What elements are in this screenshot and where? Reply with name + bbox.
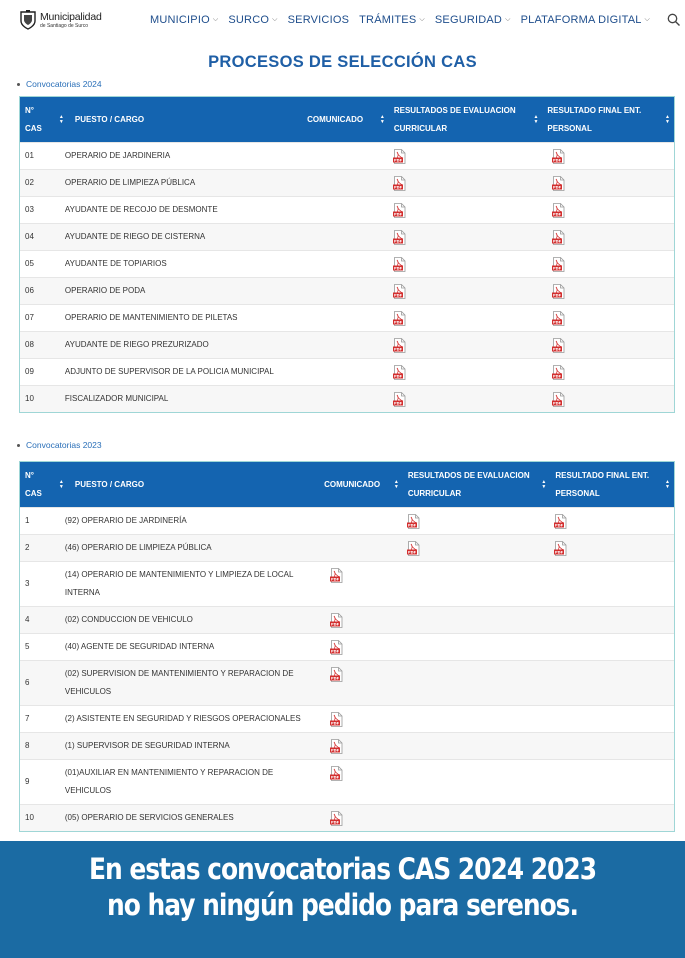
svg-text:PDF: PDF bbox=[393, 320, 402, 325]
svg-text:PDF: PDF bbox=[393, 347, 402, 352]
cell-resultados bbox=[389, 197, 543, 223]
table-header bbox=[20, 97, 674, 142]
header-line: COMUNICADO bbox=[307, 114, 364, 124]
header-line: RESULTADO FINAL ENT. bbox=[555, 470, 650, 480]
pdf-icon[interactable] bbox=[393, 311, 406, 326]
svg-text:PDF: PDF bbox=[393, 212, 402, 217]
svg-text:PDF: PDF bbox=[331, 721, 340, 726]
bullet bbox=[17, 444, 20, 447]
chevron-down-icon: ⌵ bbox=[505, 16, 511, 23]
th-cas[interactable] bbox=[20, 97, 59, 142]
svg-text:PDF: PDF bbox=[555, 523, 564, 528]
pdf-icon[interactable] bbox=[330, 568, 343, 583]
header-line: PERSONAL bbox=[547, 123, 592, 133]
cell-puesto: AYUDANTE DE RIEGO DE CISTERNA bbox=[64, 232, 206, 241]
table-row bbox=[20, 223, 674, 250]
svg-text:PDF: PDF bbox=[393, 374, 402, 379]
section-label-2024 bbox=[17, 79, 102, 89]
svg-text:PDF: PDF bbox=[393, 293, 402, 298]
nav-label: PLATAFORMA DIGITAL bbox=[520, 14, 642, 26]
pdf-icon[interactable] bbox=[552, 149, 565, 164]
table-row bbox=[20, 331, 674, 358]
header-line: COMUNICADO bbox=[324, 479, 381, 489]
nav-plataforma-digital[interactable] bbox=[521, 14, 650, 26]
svg-text:PDF: PDF bbox=[553, 320, 562, 325]
table-row bbox=[20, 142, 674, 169]
header-text bbox=[555, 467, 649, 503]
sort-icon[interactable]: ▲ ▼ bbox=[665, 478, 670, 490]
table-row bbox=[20, 277, 674, 304]
cell-resultados bbox=[389, 305, 543, 331]
cell-n: 9 bbox=[25, 777, 30, 786]
cell-resultados bbox=[389, 170, 543, 196]
table-row bbox=[20, 705, 674, 732]
svg-text:PDF: PDF bbox=[553, 212, 562, 217]
cell-n: 03 bbox=[25, 205, 34, 214]
cell-comunicado bbox=[307, 305, 389, 331]
cell-resultados bbox=[403, 760, 551, 804]
header-line: CAS bbox=[25, 123, 42, 133]
cell-comunicado bbox=[324, 508, 403, 534]
cell-comunicado bbox=[307, 359, 389, 385]
cell-resultados bbox=[389, 359, 543, 385]
cell-comunicado bbox=[307, 170, 389, 196]
table-row bbox=[20, 385, 674, 412]
cell-n: 1 bbox=[25, 516, 30, 525]
th-resultado-final[interactable] bbox=[550, 462, 674, 507]
cell-resultados bbox=[403, 805, 551, 831]
sort-icon[interactable]: ▲ ▼ bbox=[393, 478, 399, 490]
sort-icon[interactable]: ▲ ▼ bbox=[379, 113, 385, 125]
pdf-icon[interactable] bbox=[552, 311, 565, 326]
table-row bbox=[20, 633, 674, 660]
header-text bbox=[25, 467, 42, 503]
svg-text:PDF: PDF bbox=[331, 820, 340, 825]
cell-n: 3 bbox=[25, 579, 30, 588]
cell-puesto: AYUDANTE DE TOPIARIOS bbox=[64, 259, 167, 268]
cell-comunicado bbox=[324, 661, 403, 705]
table-row bbox=[20, 534, 674, 561]
cell-puesto: (01)AUXILIAR EN MANTENIMIENTO Y REPARACION DE VEHICULOS bbox=[64, 768, 274, 795]
pdf-icon[interactable] bbox=[393, 338, 406, 353]
svg-text:PDF: PDF bbox=[393, 158, 402, 163]
caption-banner bbox=[0, 841, 685, 958]
cell-resultado-final bbox=[542, 251, 674, 277]
cell-resultado-final bbox=[542, 143, 674, 169]
bullet bbox=[17, 83, 20, 86]
header-line: RESULTADO FINAL ENT. bbox=[547, 105, 642, 115]
table-row bbox=[20, 759, 674, 804]
cell-puesto: OPERARIO DE LIMPIEZA PÚBLICA bbox=[64, 178, 196, 187]
cell-resultados bbox=[389, 386, 543, 412]
table-row bbox=[20, 358, 674, 385]
cell-n: 02 bbox=[25, 178, 34, 187]
svg-text:PDF: PDF bbox=[407, 550, 416, 555]
cell-resultado-final bbox=[550, 733, 674, 759]
cell-puesto: (2) ASISTENTE EN SEGURIDAD Y RIESGOS OPERACIONALES bbox=[64, 714, 301, 723]
cell-resultado-final bbox=[542, 386, 674, 412]
table-row bbox=[20, 606, 674, 633]
chevron-down-icon: ⌵ bbox=[212, 16, 219, 23]
pdf-icon[interactable] bbox=[552, 230, 565, 245]
cell-resultado-final bbox=[542, 278, 674, 304]
svg-text:PDF: PDF bbox=[555, 550, 564, 555]
cell-resultados bbox=[403, 607, 551, 633]
table-convocatorias-2024 bbox=[19, 96, 675, 413]
cell-n: 2 bbox=[25, 543, 30, 552]
pdf-icon[interactable] bbox=[552, 284, 565, 299]
cell-comunicado bbox=[307, 332, 389, 358]
cell-n: 04 bbox=[25, 232, 34, 241]
header-text bbox=[75, 111, 144, 129]
pdf-icon[interactable] bbox=[552, 338, 565, 353]
header-line: PERSONAL bbox=[555, 488, 600, 498]
svg-text:PDF: PDF bbox=[331, 775, 340, 780]
cell-puesto: (40) AGENTE DE SEGURIDAD INTERNA bbox=[64, 642, 215, 651]
search-icon[interactable] bbox=[667, 13, 681, 27]
cell-comunicado bbox=[324, 562, 403, 606]
cell-resultados bbox=[403, 706, 551, 732]
svg-text:PDF: PDF bbox=[553, 374, 562, 379]
table-row bbox=[20, 250, 674, 277]
cell-puesto: FISCALIZADOR MUNICIPAL bbox=[64, 394, 169, 403]
cell-resultado-final bbox=[542, 332, 674, 358]
pdf-icon[interactable] bbox=[554, 514, 567, 529]
cell-puesto: (46) OPERARIO DE LIMPIEZA PÚBLICA bbox=[64, 543, 212, 552]
cell-puesto: OPERARIO DE JARDINERIA bbox=[64, 151, 171, 160]
cell-resultados bbox=[389, 332, 543, 358]
cell-n: 07 bbox=[25, 313, 34, 322]
header-line: CURRICULAR bbox=[393, 123, 448, 133]
header-text bbox=[408, 467, 530, 503]
sort-icon[interactable]: ▲ ▼ bbox=[665, 113, 670, 125]
cell-puesto: ADJUNTO DE SUPERVISOR DE LA POLICIA MUNICIPAL bbox=[64, 367, 274, 376]
pdf-icon[interactable] bbox=[393, 284, 406, 299]
cell-comunicado bbox=[307, 278, 389, 304]
svg-text:PDF: PDF bbox=[393, 266, 402, 271]
cell-resultado-final bbox=[550, 607, 674, 633]
table-row bbox=[20, 732, 674, 759]
cell-puesto: (1) SUPERVISOR DE SEGURIDAD INTERNA bbox=[64, 741, 230, 750]
convocatorias-2023-link[interactable]: Convocatorias 2023 bbox=[26, 440, 102, 450]
table-row bbox=[20, 561, 674, 606]
main-nav bbox=[150, 14, 660, 26]
pdf-icon[interactable] bbox=[393, 230, 406, 245]
header-text bbox=[25, 102, 42, 138]
table-row bbox=[20, 507, 674, 534]
th-comunicado[interactable] bbox=[324, 462, 403, 507]
svg-text:PDF: PDF bbox=[553, 266, 562, 271]
cell-comunicado bbox=[307, 386, 389, 412]
cell-comunicado bbox=[324, 733, 403, 759]
pdf-icon[interactable] bbox=[552, 176, 565, 191]
svg-text:PDF: PDF bbox=[331, 676, 340, 681]
sort-icon[interactable]: ▲ ▼ bbox=[533, 113, 539, 125]
cell-resultados bbox=[389, 251, 543, 277]
pdf-icon[interactable] bbox=[393, 365, 406, 380]
svg-text:PDF: PDF bbox=[553, 347, 562, 352]
th-comunicado[interactable] bbox=[307, 97, 389, 142]
cell-comunicado bbox=[324, 805, 403, 831]
municipality-logo[interactable] bbox=[19, 10, 102, 31]
th-resultados[interactable] bbox=[389, 97, 543, 142]
cell-n: 4 bbox=[25, 615, 30, 624]
header-line: RESULTADOS DE EVALUACION bbox=[393, 105, 516, 115]
cell-comunicado bbox=[324, 706, 403, 732]
svg-text:PDF: PDF bbox=[331, 748, 340, 753]
pdf-icon[interactable] bbox=[554, 541, 567, 556]
nav-label: MUNICIPIO bbox=[150, 14, 210, 26]
cell-resultados bbox=[403, 535, 551, 561]
header-text bbox=[307, 111, 363, 129]
header-line: PUESTO / CARGO bbox=[74, 479, 145, 489]
header-line: CURRICULAR bbox=[407, 488, 462, 498]
chevron-down-icon: ⌵ bbox=[272, 16, 278, 23]
pdf-icon[interactable] bbox=[393, 257, 406, 272]
header-line: PUESTO / CARGO bbox=[74, 114, 145, 124]
cell-resultados bbox=[389, 278, 543, 304]
nav-label: SERVICIOS bbox=[287, 14, 350, 26]
svg-text:PDF: PDF bbox=[553, 401, 562, 406]
cell-n: 06 bbox=[25, 286, 34, 295]
cell-resultado-final bbox=[550, 562, 674, 606]
cell-resultado-final bbox=[542, 197, 674, 223]
header-line: N° bbox=[25, 470, 34, 480]
table-row bbox=[20, 196, 674, 223]
sort-icon[interactable]: ▲ ▼ bbox=[541, 478, 547, 490]
svg-text:PDF: PDF bbox=[407, 523, 416, 528]
nav-surco[interactable] bbox=[228, 14, 277, 26]
cell-comunicado bbox=[324, 535, 403, 561]
table-body bbox=[20, 507, 674, 831]
nav-label: SEGURIDAD bbox=[434, 14, 503, 26]
caption-line-2: no hay ningún pedido para serenos. bbox=[107, 888, 578, 922]
table-row bbox=[20, 804, 674, 831]
pdf-icon[interactable] bbox=[330, 766, 343, 781]
cell-resultados bbox=[403, 733, 551, 759]
th-cas[interactable] bbox=[20, 462, 59, 507]
pdf-icon[interactable] bbox=[330, 667, 343, 682]
cell-puesto: (14) OPERARIO DE MANTENIMIENTO Y LIMPIEZA DE LOCAL INTERNA bbox=[64, 570, 294, 597]
section-label-2023 bbox=[17, 440, 102, 450]
svg-text:PDF: PDF bbox=[331, 577, 340, 582]
coat-of-arms-icon bbox=[19, 10, 37, 31]
cell-resultado-final bbox=[542, 224, 674, 250]
cell-resultado-final bbox=[550, 535, 674, 561]
nav-label: TRÁMITES bbox=[359, 14, 417, 26]
cell-comunicado bbox=[324, 607, 403, 633]
svg-text:PDF: PDF bbox=[331, 649, 340, 654]
pdf-icon[interactable] bbox=[552, 392, 565, 407]
cell-n: 5 bbox=[25, 642, 30, 651]
th-puesto[interactable] bbox=[59, 97, 307, 142]
svg-text:PDF: PDF bbox=[553, 185, 562, 190]
pdf-icon[interactable] bbox=[552, 365, 565, 380]
pdf-icon[interactable] bbox=[330, 739, 343, 754]
cell-comunicado bbox=[307, 143, 389, 169]
cell-n: 6 bbox=[25, 678, 30, 687]
nav-seguridad[interactable] bbox=[435, 14, 511, 26]
cell-n: 10 bbox=[25, 394, 34, 403]
cell-resultado-final bbox=[550, 760, 674, 804]
nav-servicios[interactable] bbox=[288, 14, 350, 26]
cell-resultado-final bbox=[550, 706, 674, 732]
cell-resultados bbox=[389, 224, 543, 250]
table-row bbox=[20, 169, 674, 196]
cell-resultados bbox=[403, 634, 551, 660]
site-header bbox=[0, 0, 685, 42]
header-line: N° bbox=[25, 105, 34, 115]
nav-tramites[interactable] bbox=[359, 14, 425, 26]
cell-resultados bbox=[403, 661, 551, 705]
svg-text:PDF: PDF bbox=[393, 401, 402, 406]
cell-resultado-final bbox=[550, 661, 674, 705]
cell-resultados bbox=[403, 508, 551, 534]
sort-icon[interactable]: ▲ ▼ bbox=[58, 113, 64, 125]
header-text bbox=[75, 476, 144, 494]
cell-resultados bbox=[389, 143, 543, 169]
header-line: RESULTADOS DE EVALUACION bbox=[407, 470, 530, 480]
chevron-down-icon: ⌵ bbox=[644, 16, 651, 23]
svg-text:PDF: PDF bbox=[331, 622, 340, 627]
table-convocatorias-2023 bbox=[19, 461, 675, 832]
cell-comunicado bbox=[307, 197, 389, 223]
cell-n: 10 bbox=[25, 813, 34, 822]
cell-resultado-final bbox=[542, 170, 674, 196]
cell-resultado-final bbox=[542, 305, 674, 331]
pdf-icon[interactable] bbox=[393, 149, 406, 164]
page-title: PROCESOS DE SELECCIÓN CAS bbox=[208, 53, 477, 71]
cell-resultado-final bbox=[550, 634, 674, 660]
pdf-icon[interactable] bbox=[393, 203, 406, 218]
cell-n: 01 bbox=[25, 151, 34, 160]
table-body bbox=[20, 142, 674, 412]
pdf-icon[interactable] bbox=[407, 514, 420, 529]
caption-line-1: En estas convocatorias CAS 2024 2023 bbox=[88, 852, 597, 886]
cell-n: 09 bbox=[25, 367, 34, 376]
cell-puesto: (92) OPERARIO DE JARDINERÍA bbox=[64, 516, 187, 525]
nav-municipio[interactable] bbox=[150, 14, 218, 26]
pdf-icon[interactable] bbox=[552, 257, 565, 272]
cell-puesto: AYUDANTE DE RECOJO DE DESMONTE bbox=[64, 205, 218, 214]
cell-puesto: OPERARIO DE MANTENIMIENTO DE PILETAS bbox=[64, 313, 238, 322]
nav-label: SURCO bbox=[228, 14, 270, 26]
pdf-icon[interactable] bbox=[552, 203, 565, 218]
pdf-icon[interactable] bbox=[330, 712, 343, 727]
th-resultado-final[interactable] bbox=[542, 97, 674, 142]
cell-puesto: AYUDANTE DE RIEGO PREZURIZADO bbox=[64, 340, 209, 349]
th-puesto[interactable] bbox=[59, 462, 324, 507]
header-text bbox=[324, 476, 380, 494]
cell-puesto: (02) CONDUCCION DE VEHICULO bbox=[64, 615, 193, 624]
header-line: CAS bbox=[25, 488, 42, 498]
cell-n: 7 bbox=[25, 714, 30, 723]
cell-n: 05 bbox=[25, 259, 34, 268]
cell-resultado-final bbox=[550, 508, 674, 534]
pdf-icon[interactable] bbox=[407, 541, 420, 556]
header-text bbox=[394, 102, 516, 138]
svg-text:PDF: PDF bbox=[393, 185, 402, 190]
cell-comunicado bbox=[324, 760, 403, 804]
cell-puesto: OPERARIO DE PODA bbox=[64, 286, 146, 295]
svg-text:PDF: PDF bbox=[553, 158, 562, 163]
svg-text:PDF: PDF bbox=[393, 239, 402, 244]
sort-icon[interactable]: ▲ ▼ bbox=[58, 478, 64, 490]
cell-n: 8 bbox=[25, 741, 30, 750]
table-row bbox=[20, 304, 674, 331]
svg-text:PDF: PDF bbox=[553, 239, 562, 244]
logo-subtitle: de Santiago de Surco bbox=[40, 22, 89, 29]
cell-n: 08 bbox=[25, 340, 34, 349]
cell-resultado-final bbox=[550, 805, 674, 831]
cell-comunicado bbox=[307, 224, 389, 250]
cell-resultados bbox=[403, 562, 551, 606]
chevron-down-icon: ⌵ bbox=[419, 16, 425, 23]
svg-text:PDF: PDF bbox=[553, 293, 562, 298]
logo-title: Municipalidad bbox=[40, 11, 102, 24]
header-text bbox=[547, 102, 641, 138]
cell-puesto: (05) OPERARIO DE SERVICIOS GENERALES bbox=[64, 813, 234, 822]
th-resultados[interactable] bbox=[403, 462, 551, 507]
table-header bbox=[20, 462, 674, 507]
cell-resultado-final bbox=[542, 359, 674, 385]
pdf-icon[interactable] bbox=[393, 392, 406, 407]
pdf-icon[interactable] bbox=[330, 613, 343, 628]
cell-comunicado bbox=[307, 251, 389, 277]
pdf-icon[interactable] bbox=[330, 811, 343, 826]
convocatorias-2024-link[interactable]: Convocatorias 2024 bbox=[26, 79, 102, 89]
pdf-icon[interactable] bbox=[330, 640, 343, 655]
cell-puesto: (02) SUPERVISION DE MANTENIMIENTO Y REPARACION DE VEHICULOS bbox=[64, 669, 294, 696]
pdf-icon[interactable] bbox=[393, 176, 406, 191]
table-row bbox=[20, 660, 674, 705]
cell-comunicado bbox=[324, 634, 403, 660]
